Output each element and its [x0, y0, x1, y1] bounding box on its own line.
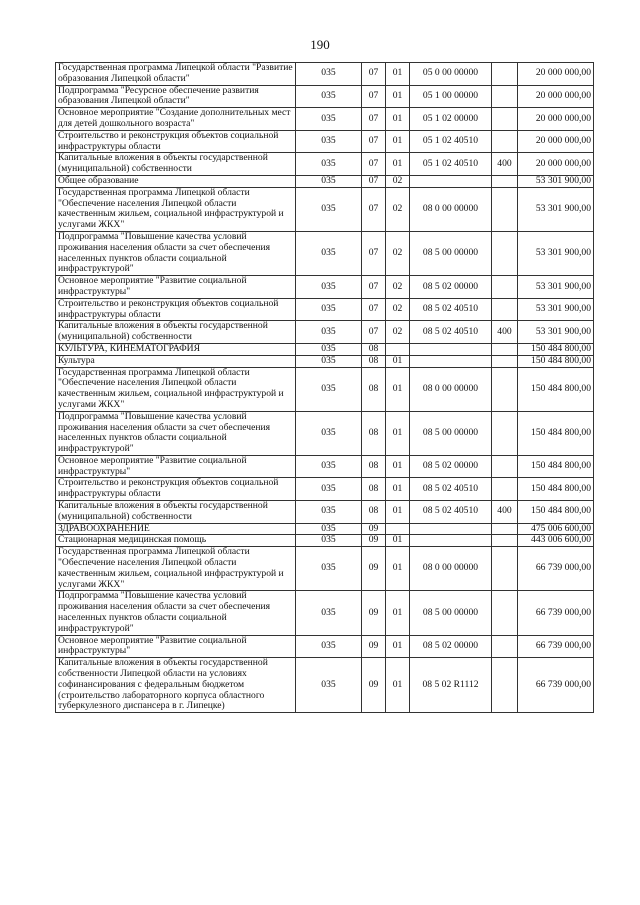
row-amount-cell: 66 739 000,00 [518, 547, 594, 591]
budget-table [55, 62, 594, 713]
row-subsection-cell: 01 [386, 85, 410, 108]
row-admin-code-cell: 035 [296, 535, 362, 547]
row-subsection-cell: 01 [386, 153, 410, 176]
row-subsection-cell: 01 [386, 501, 410, 524]
table-row [56, 276, 594, 299]
row-admin-code-cell: 035 [296, 108, 362, 131]
row-amount-cell: 150 484 800,00 [518, 411, 594, 455]
row-name-cell: Стационарная медицинская помощь [56, 535, 296, 547]
row-target-article-cell: 05 1 02 40510 [410, 153, 492, 176]
row-section-cell: 07 [362, 298, 386, 321]
row-amount-cell: 66 739 000,00 [518, 658, 594, 713]
row-target-article-cell: 08 0 00 00000 [410, 367, 492, 411]
row-expense-type-cell [492, 547, 518, 591]
row-amount-cell: 443 006 600,00 [518, 535, 594, 547]
row-amount-cell: 20 000 000,00 [518, 130, 594, 153]
row-target-article-cell [410, 535, 492, 547]
row-admin-code-cell: 035 [296, 501, 362, 524]
row-target-article-cell: 08 5 02 R1112 [410, 658, 492, 713]
row-name-cell: Основное мероприятие "Развитие социальной инфраструктуры" [56, 455, 296, 478]
row-amount-cell: 20 000 000,00 [518, 153, 594, 176]
table-row [56, 343, 594, 355]
row-admin-code-cell: 035 [296, 478, 362, 501]
row-section-cell: 08 [362, 455, 386, 478]
row-amount-cell: 20 000 000,00 [518, 63, 594, 86]
row-admin-code-cell: 035 [296, 411, 362, 455]
row-amount-cell: 53 301 900,00 [518, 175, 594, 187]
row-admin-code-cell: 035 [296, 298, 362, 321]
row-target-article-cell: 05 1 02 40510 [410, 130, 492, 153]
row-expense-type-cell [492, 658, 518, 713]
table-row [56, 231, 594, 275]
row-section-cell: 08 [362, 478, 386, 501]
row-name-cell: Капитальные вложения в объекты государственной (муниципальной) собственности [56, 153, 296, 176]
row-subsection-cell: 01 [386, 367, 410, 411]
row-admin-code-cell: 035 [296, 455, 362, 478]
row-subsection-cell: 02 [386, 187, 410, 231]
row-expense-type-cell [492, 298, 518, 321]
row-target-article-cell: 08 5 02 40510 [410, 501, 492, 524]
row-target-article-cell: 08 5 00 00000 [410, 411, 492, 455]
row-expense-type-cell [492, 343, 518, 355]
row-expense-type-cell [492, 635, 518, 658]
row-admin-code-cell: 035 [296, 343, 362, 355]
row-admin-code-cell: 035 [296, 276, 362, 299]
table-row [56, 187, 594, 231]
row-admin-code-cell: 035 [296, 355, 362, 367]
row-target-article-cell: 08 5 02 00000 [410, 455, 492, 478]
row-name-cell: Капитальные вложения в объекты государственной (муниципальной) собственности [56, 501, 296, 524]
table-row [56, 478, 594, 501]
row-target-article-cell: 08 5 00 00000 [410, 591, 492, 635]
table-row [56, 63, 594, 86]
row-target-article-cell: 08 5 02 40510 [410, 321, 492, 344]
row-section-cell: 07 [362, 321, 386, 344]
table-row [56, 85, 594, 108]
row-target-article-cell: 08 5 02 40510 [410, 298, 492, 321]
row-amount-cell: 53 301 900,00 [518, 187, 594, 231]
row-target-article-cell: 05 0 00 00000 [410, 63, 492, 86]
row-name-cell: Культура [56, 355, 296, 367]
row-amount-cell: 20 000 000,00 [518, 108, 594, 131]
row-amount-cell: 66 739 000,00 [518, 635, 594, 658]
row-section-cell: 08 [362, 343, 386, 355]
row-section-cell: 09 [362, 547, 386, 591]
table-row [56, 298, 594, 321]
row-subsection-cell: 01 [386, 535, 410, 547]
row-name-cell: Строительство и реконструкция объектов социальной инфраструктуры области [56, 130, 296, 153]
row-target-article-cell: 08 5 02 40510 [410, 478, 492, 501]
row-name-cell: Общее образование [56, 175, 296, 187]
row-subsection-cell: 01 [386, 411, 410, 455]
row-expense-type-cell [492, 63, 518, 86]
row-section-cell: 07 [362, 85, 386, 108]
row-admin-code-cell: 035 [296, 187, 362, 231]
row-name-cell: Государственная программа Липецкой области "Обеспечение населения Липецкой области качественным жильем, социальной инфраструктурой и услугами ЖКХ" [56, 187, 296, 231]
row-name-cell: Капитальные вложения в объекты государственной (муниципальной) собственности [56, 321, 296, 344]
row-subsection-cell: 02 [386, 276, 410, 299]
table-row [56, 108, 594, 131]
row-subsection-cell: 02 [386, 298, 410, 321]
row-subsection-cell: 01 [386, 658, 410, 713]
row-amount-cell: 20 000 000,00 [518, 85, 594, 108]
table-row [56, 130, 594, 153]
row-amount-cell: 150 484 800,00 [518, 478, 594, 501]
row-section-cell: 09 [362, 658, 386, 713]
row-section-cell: 08 [362, 355, 386, 367]
row-target-article-cell: 08 0 00 00000 [410, 187, 492, 231]
row-target-article-cell: 05 1 00 00000 [410, 85, 492, 108]
row-section-cell: 09 [362, 535, 386, 547]
row-subsection-cell [386, 343, 410, 355]
row-amount-cell: 53 301 900,00 [518, 231, 594, 275]
row-expense-type-cell [492, 367, 518, 411]
table-body [56, 63, 594, 713]
row-name-cell: Строительство и реконструкция объектов социальной инфраструктуры области [56, 478, 296, 501]
row-admin-code-cell: 035 [296, 130, 362, 153]
row-name-cell: Государственная программа Липецкой области "Обеспечение населения Липецкой области качественным жильем, социальной инфраструктурой и услугами ЖКХ" [56, 367, 296, 411]
table-row [56, 175, 594, 187]
row-name-cell: Государственная программа Липецкой области "Развитие образования Липецкой области" [56, 63, 296, 86]
row-name-cell: Капитальные вложения в объекты государственной собственности Липецкой области на условиях софинансирования с федеральным бюджетом (строительство лабораторного корпуса областного туберкулезного диспансера в г. Липецке) [56, 658, 296, 713]
table-row [56, 523, 594, 535]
row-admin-code-cell: 035 [296, 635, 362, 658]
row-admin-code-cell: 035 [296, 658, 362, 713]
row-section-cell: 07 [362, 276, 386, 299]
row-subsection-cell: 01 [386, 355, 410, 367]
row-admin-code-cell: 035 [296, 367, 362, 411]
table-row [56, 591, 594, 635]
row-expense-type-cell [492, 175, 518, 187]
row-subsection-cell: 01 [386, 591, 410, 635]
row-section-cell: 07 [362, 130, 386, 153]
table-row [56, 367, 594, 411]
row-expense-type-cell [492, 455, 518, 478]
row-section-cell: 08 [362, 367, 386, 411]
row-section-cell: 07 [362, 231, 386, 275]
row-name-cell: Подпрограмма "Повышение качества условий проживания населения области за счет обеспечения населенных пунктов области социальной инфраструктурой" [56, 591, 296, 635]
row-subsection-cell: 02 [386, 175, 410, 187]
row-expense-type-cell [492, 478, 518, 501]
row-section-cell: 07 [362, 153, 386, 176]
row-name-cell: Основное мероприятие "Развитие социальной инфраструктуры" [56, 276, 296, 299]
row-section-cell: 07 [362, 175, 386, 187]
page-number: 190 [310, 37, 330, 52]
row-name-cell: ЗДРАВООХРАНЕНИЕ [56, 523, 296, 535]
row-admin-code-cell: 035 [296, 547, 362, 591]
row-subsection-cell [386, 523, 410, 535]
row-target-article-cell [410, 175, 492, 187]
table-row [56, 153, 594, 176]
row-subsection-cell: 01 [386, 130, 410, 153]
row-target-article-cell [410, 523, 492, 535]
row-amount-cell: 150 484 800,00 [518, 501, 594, 524]
row-name-cell: Строительство и реконструкция объектов социальной инфраструктуры области [56, 298, 296, 321]
row-section-cell: 09 [362, 523, 386, 535]
row-section-cell: 09 [362, 635, 386, 658]
row-section-cell: 08 [362, 411, 386, 455]
row-section-cell: 07 [362, 63, 386, 86]
table-row [56, 411, 594, 455]
row-admin-code-cell: 035 [296, 591, 362, 635]
row-amount-cell: 150 484 800,00 [518, 355, 594, 367]
row-admin-code-cell: 035 [296, 523, 362, 535]
row-target-article-cell: 05 1 02 00000 [410, 108, 492, 131]
row-expense-type-cell [492, 85, 518, 108]
row-admin-code-cell: 035 [296, 231, 362, 275]
row-amount-cell: 150 484 800,00 [518, 367, 594, 411]
table-row [56, 635, 594, 658]
row-expense-type-cell [492, 108, 518, 131]
row-amount-cell: 53 301 900,00 [518, 298, 594, 321]
row-target-article-cell [410, 343, 492, 355]
row-expense-type-cell [492, 130, 518, 153]
table-row [56, 501, 594, 524]
row-section-cell: 09 [362, 591, 386, 635]
row-expense-type-cell [492, 411, 518, 455]
table-row [56, 455, 594, 478]
row-target-article-cell: 08 5 02 00000 [410, 276, 492, 299]
table-row [56, 547, 594, 591]
row-target-article-cell: 08 0 00 00000 [410, 547, 492, 591]
row-expense-type-cell [492, 523, 518, 535]
row-admin-code-cell: 035 [296, 63, 362, 86]
row-name-cell: Основное мероприятие "Создание дополнительных мест для детей дошкольного возраста" [56, 108, 296, 131]
row-subsection-cell: 01 [386, 635, 410, 658]
row-section-cell: 07 [362, 187, 386, 231]
row-expense-type-cell: 400 [492, 501, 518, 524]
row-subsection-cell: 02 [386, 321, 410, 344]
row-section-cell: 08 [362, 501, 386, 524]
row-subsection-cell: 01 [386, 63, 410, 86]
table-row [56, 658, 594, 713]
row-expense-type-cell [492, 535, 518, 547]
table-row [56, 321, 594, 344]
row-amount-cell: 150 484 800,00 [518, 343, 594, 355]
row-admin-code-cell: 035 [296, 175, 362, 187]
row-subsection-cell: 01 [386, 547, 410, 591]
row-name-cell: КУЛЬТУРА, КИНЕМАТОГРАФИЯ [56, 343, 296, 355]
row-name-cell: Подпрограмма "Повышение качества условий проживания населения области за счет обеспечения населенных пунктов области социальной инфраструктурой" [56, 411, 296, 455]
row-subsection-cell: 02 [386, 231, 410, 275]
row-admin-code-cell: 035 [296, 321, 362, 344]
row-name-cell: Подпрограмма "Повышение качества условий проживания населения области за счет обеспечения населенных пунктов области социальной инфраструктурой" [56, 231, 296, 275]
row-section-cell: 07 [362, 108, 386, 131]
row-expense-type-cell [492, 355, 518, 367]
row-admin-code-cell: 035 [296, 153, 362, 176]
row-target-article-cell: 08 5 00 00000 [410, 231, 492, 275]
row-expense-type-cell [492, 591, 518, 635]
row-expense-type-cell [492, 276, 518, 299]
row-amount-cell: 53 301 900,00 [518, 321, 594, 344]
table-row [56, 355, 594, 367]
row-target-article-cell [410, 355, 492, 367]
row-subsection-cell: 01 [386, 455, 410, 478]
row-amount-cell: 53 301 900,00 [518, 276, 594, 299]
row-expense-type-cell: 400 [492, 321, 518, 344]
row-name-cell: Подпрограмма "Ресурсное обеспечение развития образования Липецкой области" [56, 85, 296, 108]
row-name-cell: Государственная программа Липецкой области "Обеспечение населения Липецкой области качественным жильем, социальной инфраструктурой и услугами ЖКХ" [56, 547, 296, 591]
row-admin-code-cell: 035 [296, 85, 362, 108]
row-amount-cell: 150 484 800,00 [518, 455, 594, 478]
row-expense-type-cell [492, 231, 518, 275]
row-subsection-cell: 01 [386, 108, 410, 131]
table-row [56, 535, 594, 547]
row-expense-type-cell [492, 187, 518, 231]
row-expense-type-cell: 400 [492, 153, 518, 176]
row-name-cell: Основное мероприятие "Развитие социальной инфраструктуры" [56, 635, 296, 658]
row-subsection-cell: 01 [386, 478, 410, 501]
row-target-article-cell: 08 5 02 00000 [410, 635, 492, 658]
row-amount-cell: 66 739 000,00 [518, 591, 594, 635]
row-amount-cell: 475 006 600,00 [518, 523, 594, 535]
